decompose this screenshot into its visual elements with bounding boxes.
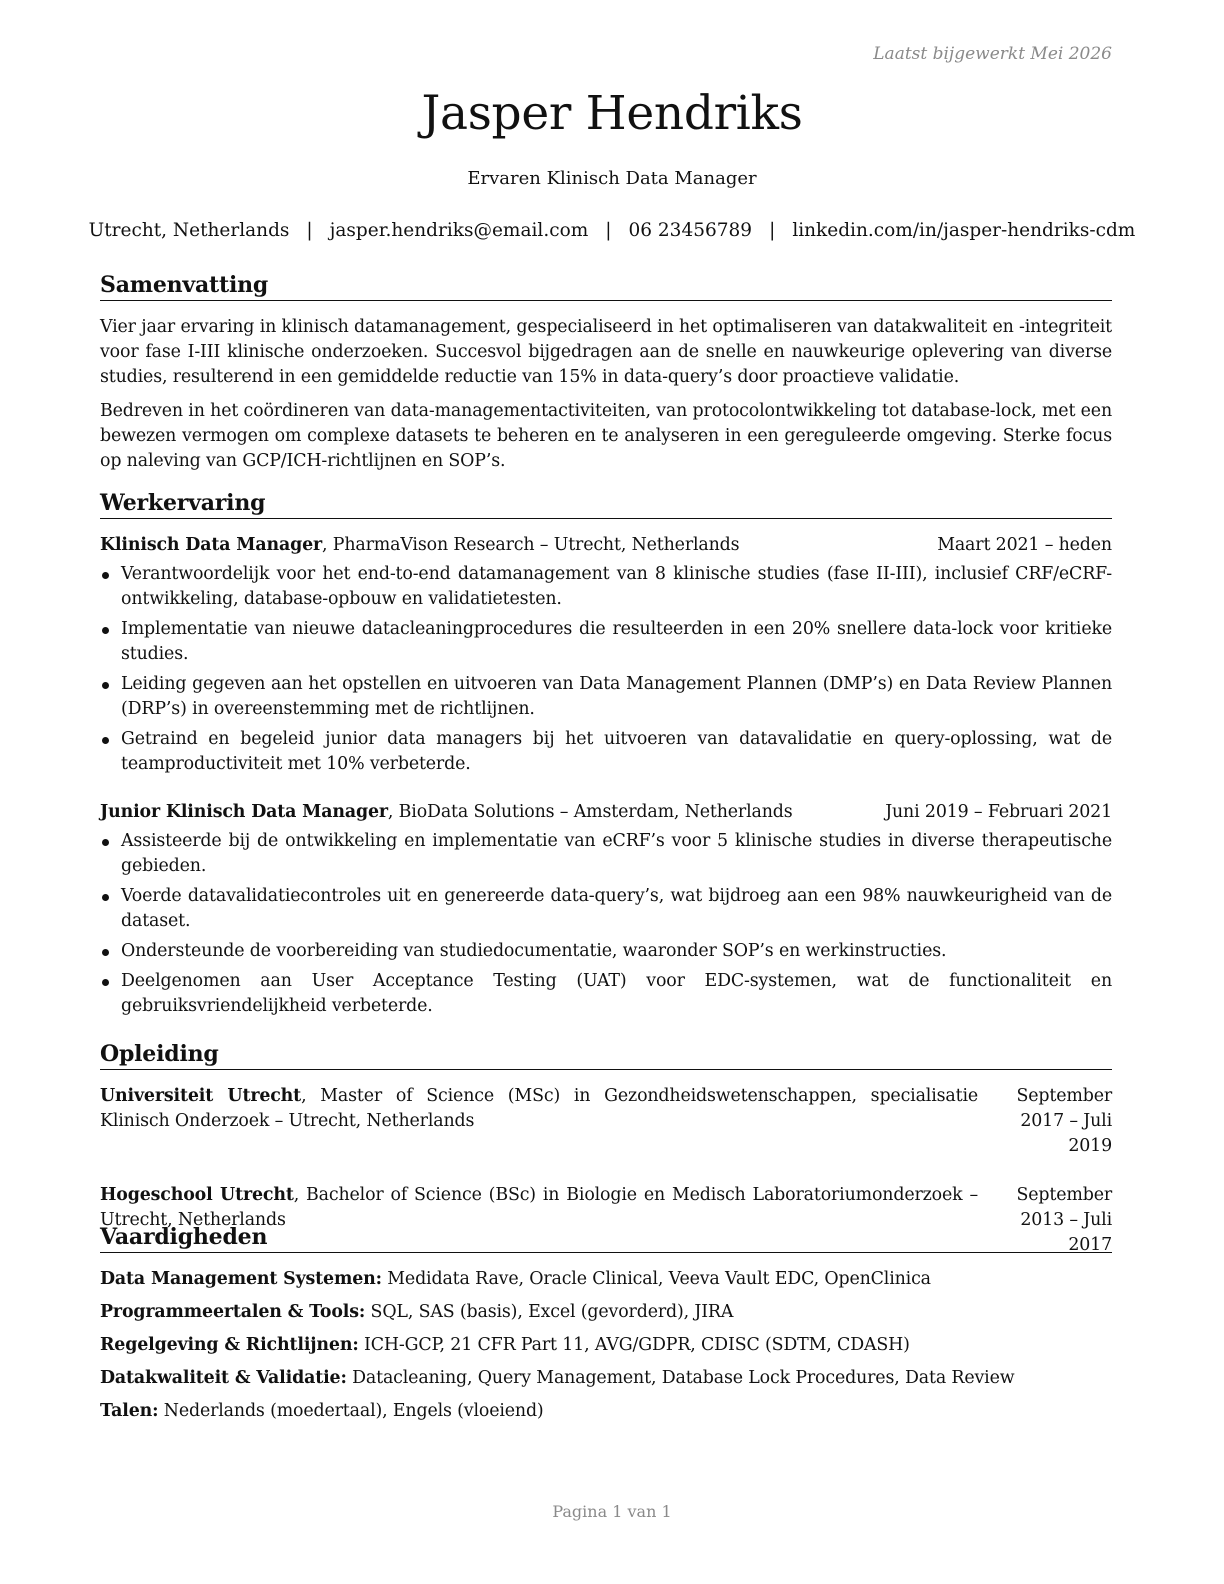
job-entry <box>100 800 1112 1019</box>
bullet-dot <box>102 979 109 986</box>
skill-label: Programmeertalen & Tools: <box>100 1302 366 1322</box>
contact-location: Utrecht, Netherlands <box>88 220 290 241</box>
list-item: Voerde datavalidatiecontroles uit en genereerde data-query’s, wat bijdroeg aan een 98% nauwkeurigheid van de dataset. <box>100 884 1112 934</box>
bullet-dot <box>102 572 109 579</box>
contact-line <box>0 220 1224 241</box>
job-dates: Maart 2021 – heden <box>937 535 1112 555</box>
education-detail: , Master of Science (MSc) in Gezondheidswetenschappen, specialisatie Klinisch Onderzoek – Utrecht, Netherlands <box>100 1086 978 1131</box>
candidate-name: Jasper Hendriks <box>421 86 803 141</box>
section-heading: Werkervaring <box>100 490 1112 519</box>
skill-line <box>100 1399 1112 1424</box>
job-header <box>100 533 1112 558</box>
list-item: Verantwoordelijk voor het end-to-end datamanagement van 8 klinische studies (fase II-III), inclusief CRF/eCRF-ontwikkeling, database-opbouw en validatietesten. <box>100 562 1112 612</box>
contact-separator: | <box>306 220 313 241</box>
skill-value: Nederlands (moedertaal), Engels (vloeiend) <box>158 1401 544 1421</box>
job-title: Junior Klinisch Data Manager <box>100 802 388 822</box>
section-heading: Samenvatting <box>100 272 1112 301</box>
bullet-dot <box>102 949 109 956</box>
summary-section <box>100 272 1112 474</box>
bullet-dot <box>102 839 109 846</box>
skill-line <box>100 1300 1112 1325</box>
contact-separator: | <box>769 220 776 241</box>
job-dates: Juni 2019 – Februari 2021 <box>885 802 1112 822</box>
job-title: Klinisch Data Manager <box>100 535 323 555</box>
skill-value: SQL, SAS (basis), Excel (gevorderd), JIRA <box>365 1302 734 1322</box>
skill-value: ICH-GCP, 21 CFR Part 11, AVG/GDPR, CDISC (SDTM, CDASH) <box>358 1335 910 1355</box>
experience-section <box>100 490 1112 1019</box>
contact-email[interactable]: jasper.hendriks@email.com <box>329 220 589 241</box>
job-bullets <box>100 562 1112 777</box>
bullet-dot <box>102 627 109 634</box>
skill-line <box>100 1267 1112 1292</box>
list-item: Leiding gegeven aan het opstellen en uitvoeren van Data Management Plannen (DMP’s) en Data Review Plannen (DRP’s) in overeenstemming met de richtlijnen. <box>100 672 1112 722</box>
bullet-dot <box>102 682 109 689</box>
job-company: , BioData Solutions – Amsterdam, Netherlands <box>387 802 793 822</box>
list-item: Assisteerde bij de ontwikkeling en implementatie van eCRF’s voor 5 klinische studies in diverse therapeutische gebieden. <box>100 829 1112 879</box>
education-dates: September 2013 – Juli 2017 <box>1016 1185 1112 1255</box>
job-entry <box>100 533 1112 777</box>
job-bullets <box>100 829 1112 1019</box>
education-school: Universiteit Utrecht <box>100 1086 302 1106</box>
candidate-subtitle: Ervaren Klinisch Data Manager <box>467 168 757 189</box>
contact-linkedin[interactable]: linkedin.com/in/jasper-hendriks-cdm <box>792 220 1136 241</box>
bullet-dot <box>102 894 109 901</box>
list-item: Ondersteunde de voorbereiding van studiedocumentatie, waaronder SOP’s en werkinstructies. <box>100 939 1112 964</box>
skill-value: Datacleaning, Query Management, Database Lock Procedures, Data Review <box>346 1368 1015 1388</box>
skill-value: Medidata Rave, Oracle Clinical, Veeva Vault EDC, OpenClinica <box>381 1269 931 1289</box>
section-heading: Vaardigheden <box>100 1224 1112 1253</box>
education-entry <box>100 1084 1112 1159</box>
contact-separator: | <box>605 220 612 241</box>
skill-label: Regelgeving & Richtlijnen: <box>100 1335 359 1355</box>
education-detail: , Bachelor of Science (BSc) in Biologie en Medisch Laboratoriumonderzoek – Utrecht, Netherlands <box>100 1185 978 1230</box>
summary-paragraph: Bedreven in het coördineren van data-managementactiviteiten, van protocolontwikkeling tot database-lock, met een bewezen vermogen om complexe datasets te beheren en te analyseren in een gereguleerde omgeving. Sterke focus op naleving van GCP/ICH-richtlijnen en SOP’s. <box>100 401 1112 471</box>
list-item: Implementatie van nieuwe datacleaningprocedures die resulteerden in een 20% snellere data-lock voor kritieke studies. <box>100 617 1112 667</box>
list-item: Getraind en begeleid junior data managers bij het uitvoeren van datavalidatie en query-oplossing, wat de teamproductiviteit met 10% verbeterde. <box>100 727 1112 777</box>
education-dates: September 2017 – Juli 2019 <box>1016 1086 1112 1156</box>
skill-label: Datakwaliteit & Validatie: <box>100 1368 347 1388</box>
education-school: Hogeschool Utrecht <box>100 1185 294 1205</box>
skill-label: Talen: <box>100 1401 159 1421</box>
job-company: , PharmaVison Research – Utrecht, Netherlands <box>322 535 740 555</box>
contact-phone: 06 23456789 <box>628 220 753 241</box>
list-item: Deelgenomen aan User Acceptance Testing (UAT) voor EDC-systemen, wat de functionaliteit en gebruiksvriendelijkheid verbeterde. <box>100 969 1112 1019</box>
bullet-dot <box>102 737 109 744</box>
skill-line <box>100 1333 1112 1358</box>
page-number: Pagina 1 van 1 <box>552 1502 672 1521</box>
skill-line <box>100 1366 1112 1391</box>
last-updated: Laatst bijgewerkt Mei 2026 <box>873 44 1112 64</box>
section-heading: Opleiding <box>100 1041 1112 1070</box>
job-header <box>100 800 1112 825</box>
summary-paragraph: Vier jaar ervaring in klinisch datamanagement, gespecialiseerd in het optimaliseren van datakwaliteit en -integriteit voor fase I-III klinische onderzoeken. Succesvol bijgedragen aan de snelle en nauwkeurige oplevering van diverse studies, resulterend in een gemiddelde reductie van 15% in data-query’s door proactieve validatie. <box>100 317 1112 387</box>
skill-label: Data Management Systemen: <box>100 1269 382 1289</box>
skills-section <box>100 1224 1112 1424</box>
